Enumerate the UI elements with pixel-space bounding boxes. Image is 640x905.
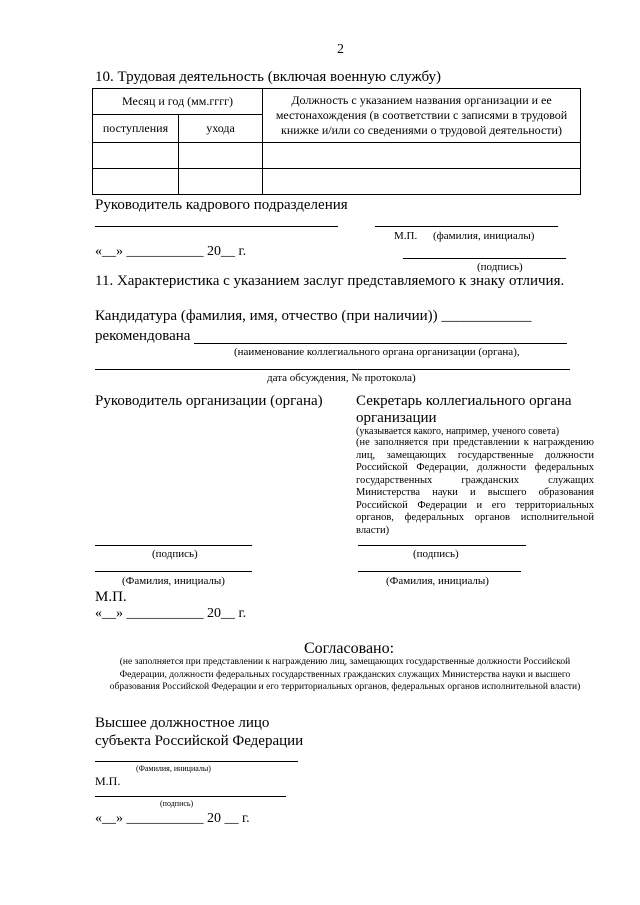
org-head-fio-line[interactable] [95,571,252,572]
secretary-label-1: Секретарь коллегиального органа [356,393,572,409]
table-cell[interactable] [263,143,581,169]
secretary-fio-line[interactable] [358,571,521,572]
hr-fio-caption: (фамилия, инициалы) [433,230,535,242]
work-history-table [92,88,581,195]
section11-date-line[interactable]: «__» ___________ 20__ г. [95,606,247,621]
table-cell[interactable] [263,169,581,195]
official-date-line[interactable]: «__» ___________ 20 __ г. [95,811,250,826]
official-fio-line[interactable] [95,761,298,762]
hr-head-sign-line[interactable] [95,226,338,227]
section10-title: 10. Трудовая деятельность (включая военную службу) [95,69,442,85]
table-cell[interactable] [93,143,179,169]
org-head-sign-caption: (подпись) [152,548,198,560]
secretary-sign-caption: (подпись) [413,548,459,560]
approved-title: Согласовано: [304,640,395,657]
secretary-note-2: (не заполняется при представлении к награждению лиц, замещающих государственные должности Российской Федерации, должности федеральных государственных гражданских служащих Министерства науки и высшего образования Российской Федерации и его территориальных органов, федеральных органов исполнительной власти) [356,437,594,536]
org-head-label: Руководитель организации (органа) [95,393,323,409]
collegial-caption: (наименование коллегиального органа организации (органа), [234,346,520,358]
secretary-note: (указывается какого, например, ученого совета) [356,426,560,437]
section11-mp: М.П. [95,589,127,605]
candidate-label[interactable]: Кандидатура (фамилия, имя, отчество (при наличии)) ____________ [95,308,532,324]
section11-title: 11. Характеристика с указанием заслуг представляемого к знаку отличия. [95,273,565,289]
official-mp: М.П. [95,774,121,788]
recommended-label: рекомендована [95,328,191,344]
secretary-sign-line[interactable] [358,545,526,546]
col-end-header: ухода [179,115,263,143]
col-month-year-header: Месяц и год (мм.гггг) [93,89,263,115]
org-head-sign-line[interactable] [95,545,252,546]
col-position-header: Должность с указанием названия организации и ее местонахождения (в соответствии с записями в трудовой книжке и/или со сведениями о трудовой деятельности) [263,89,581,143]
secretary-fio-caption: (Фамилия, инициалы) [386,575,489,587]
official-sign-line[interactable] [95,796,286,797]
hr-head-fio-line[interactable] [375,226,558,227]
hr-sign-caption: (подпись) [477,261,523,273]
table-cell[interactable] [93,169,179,195]
table-row [93,143,581,169]
hr-sign-line[interactable] [403,258,566,259]
table-cell[interactable] [179,169,263,195]
discussion-date-line[interactable] [95,369,570,370]
hr-head-label: Руководитель кадрового подразделения [95,197,348,213]
secretary-label-2: организации [356,410,437,426]
table-cell[interactable] [179,143,263,169]
official-sign-caption: (подпись) [160,799,194,808]
table-row [93,169,581,195]
official-fio-caption: (Фамилия, инициалы) [136,764,211,773]
page-number: 2 [337,42,344,57]
discussion-date-caption: дата обсуждения, № протокола) [267,372,416,384]
approved-note: (не заполняется при представлении к награждению лиц, замещающих государственные должности Российской Федерации, должности федеральных государственных гражданских служащих Министерства науки и высшего образования Российской Федерации и его территориальных органов, федеральных органов исполнительной власти) [109,657,581,692]
hr-mp: М.П. [394,230,418,242]
col-start-header: поступления [93,115,179,143]
official-label-2: субъекта Российской Федерации [95,733,304,749]
org-head-fio-caption: (Фамилия, инициалы) [122,575,225,587]
official-label-1: Высшее должностное лицо [95,715,270,731]
hr-date-line[interactable]: «__» ___________ 20__ г. [95,244,247,259]
collegial-body-line[interactable] [194,343,567,344]
